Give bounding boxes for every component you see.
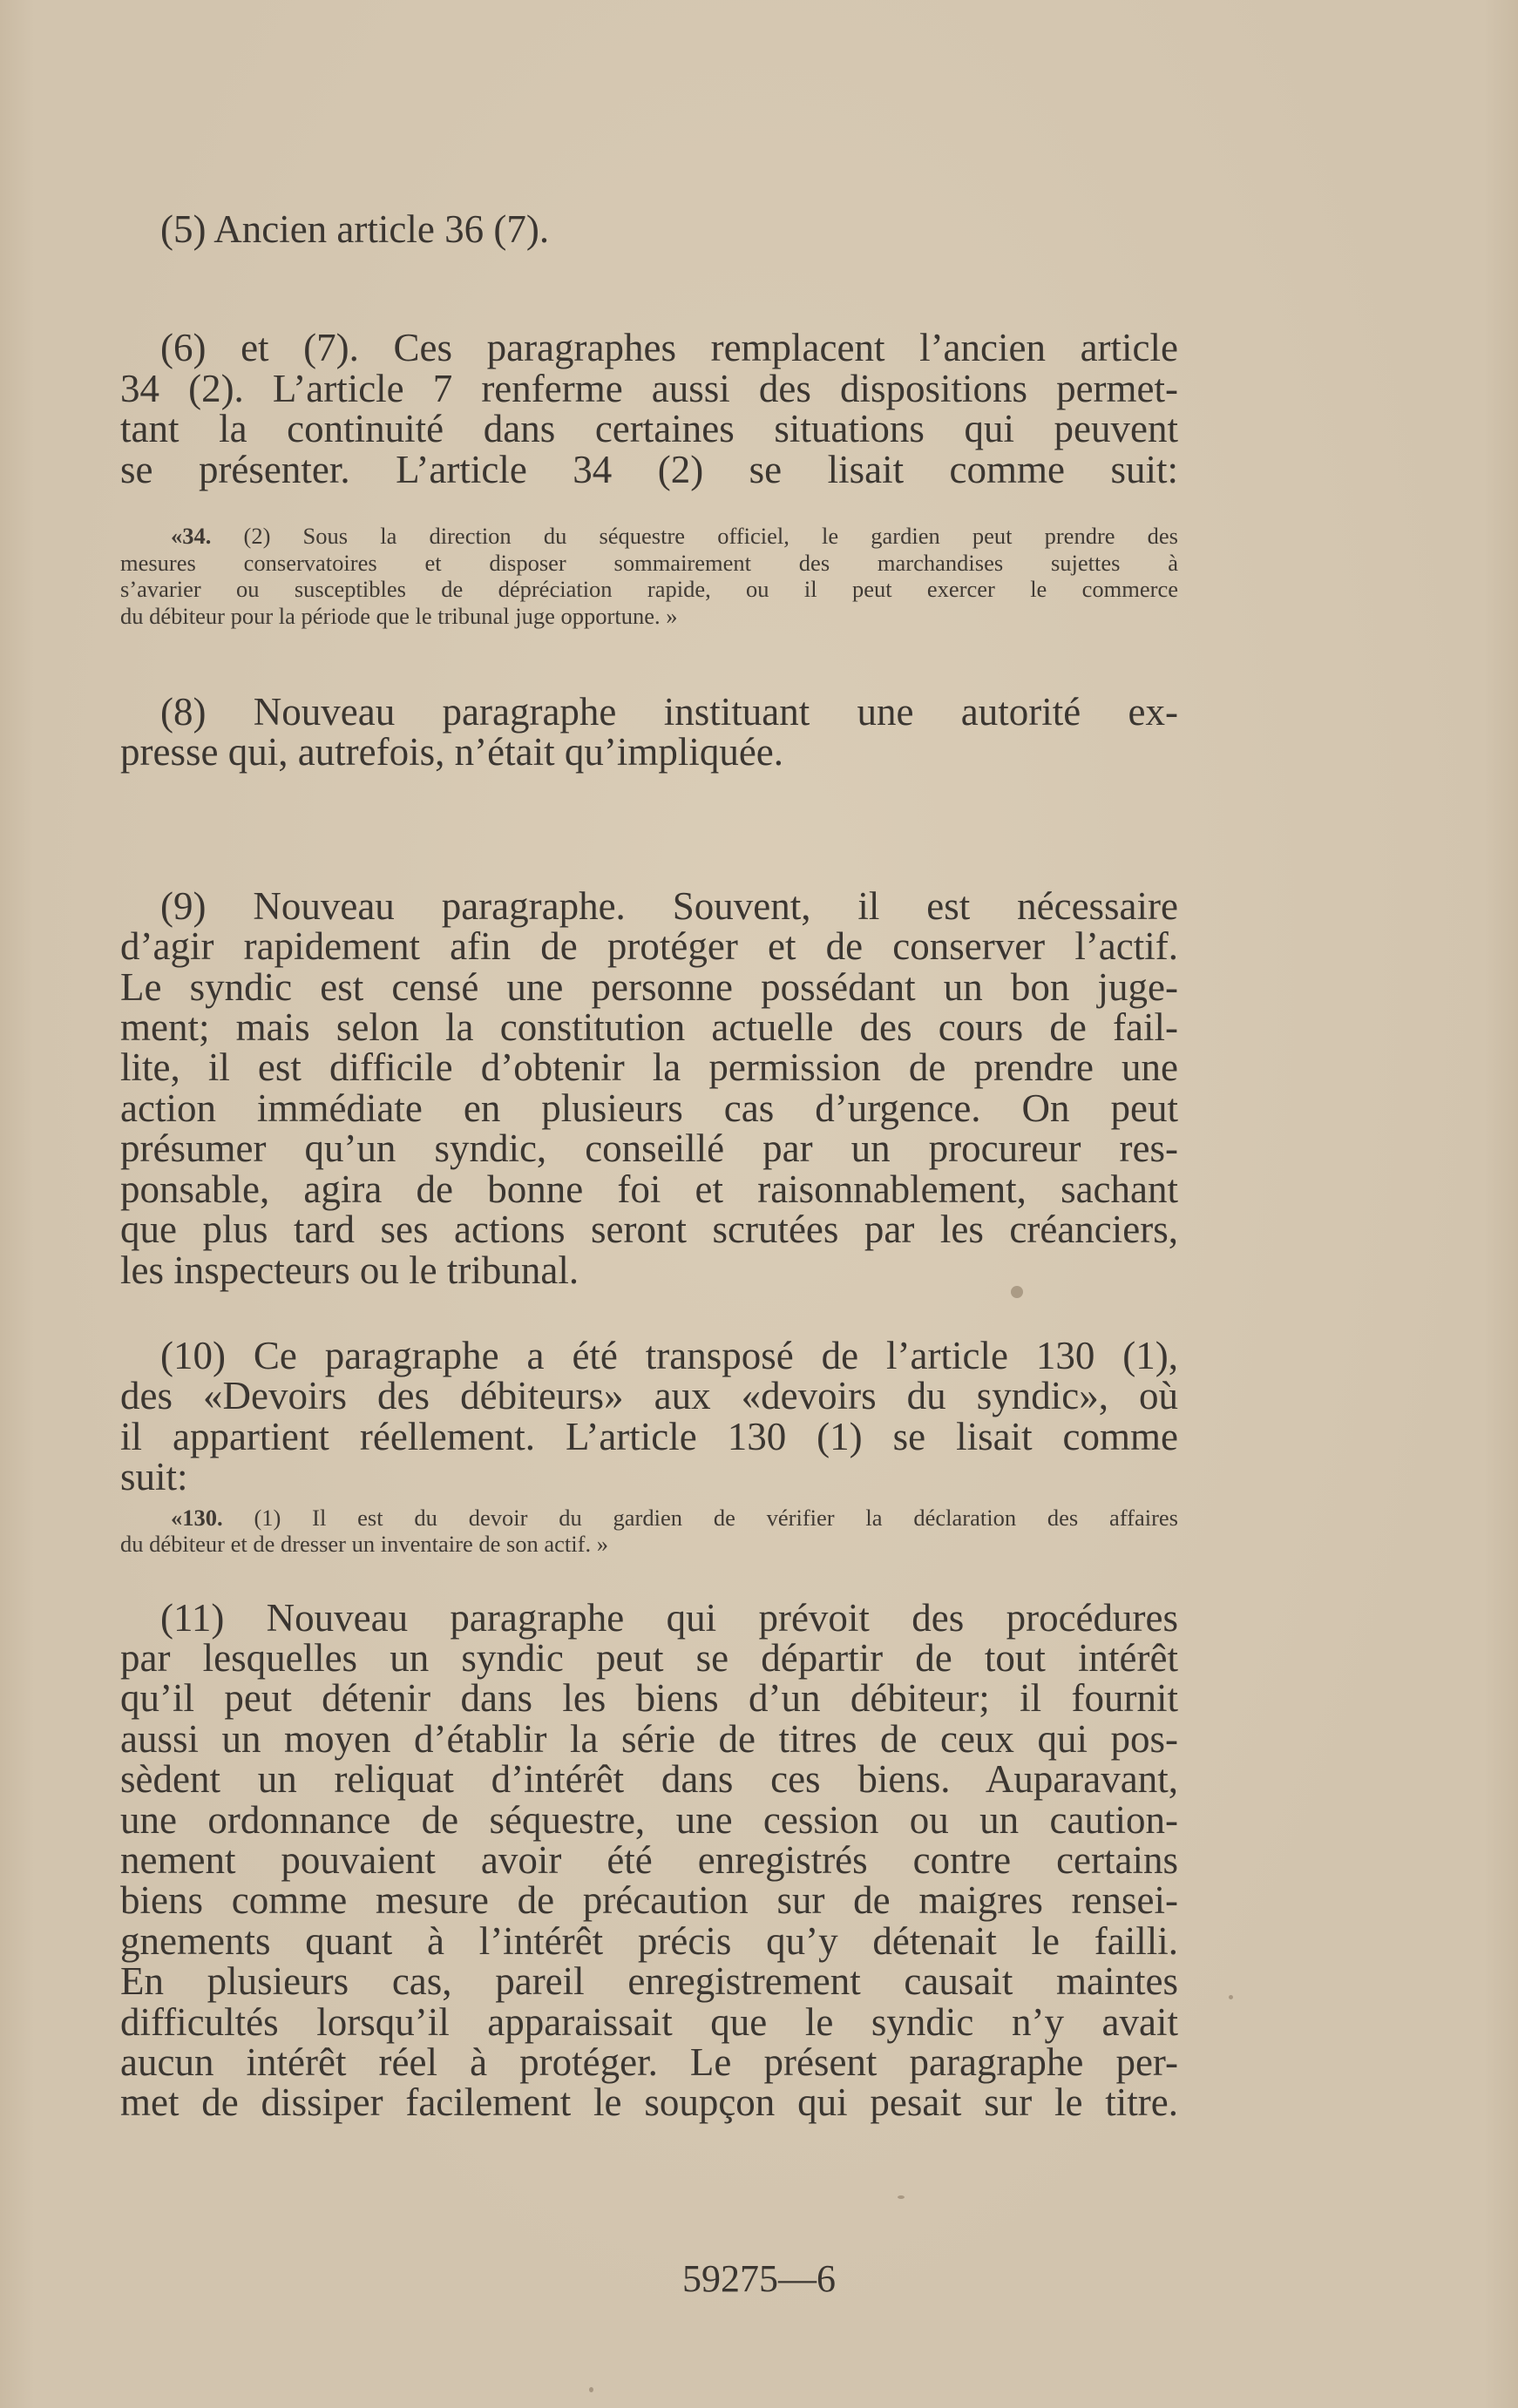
quotation-article-34 — [120, 523, 1178, 629]
text-line: (6) et (7). Ces paragraphes remplacent l’ancien article — [160, 326, 1178, 370]
quotation-article-130 — [120, 1505, 1178, 1558]
text-line: aucun intérêt réel à protéger. Le présent paragraphe per- — [120, 2040, 1178, 2084]
text-line: les inspecteurs ou le tribunal. — [120, 1248, 579, 1292]
quote-article-number: «130. — [171, 1504, 223, 1531]
text-line: biens comme mesure de précaution sur de maigres rensei- — [120, 1878, 1178, 1923]
text-line: sèdent un reliquat d’intérêt dans ces biens. Auparavant, — [120, 1757, 1178, 1802]
text-line: une ordonnance de séquestre, une cession ou un caution- — [120, 1797, 1178, 1842]
quote-line: du débiteur pour la période que le tribunal juge opportune. » — [120, 602, 678, 629]
paper-speck — [589, 2387, 593, 2392]
text-line: des «Devoirs des débiteurs» aux «devoirs du syndic», où — [120, 1374, 1178, 1418]
text-line: (5) Ancien article 36 (7). — [160, 207, 550, 251]
text-line: par lesquelles un syndic peut se départir de tout intérêt — [120, 1635, 1178, 1680]
quote-text: (1) Il est du devoir du gardien de vérifier la déclaration des affaires — [222, 1504, 1178, 1531]
paper-speck — [898, 2195, 905, 2199]
text-line: nement pouvaient avoir été enregistrés contre certains — [120, 1837, 1178, 1882]
text-line: que plus tard ses actions seront scrutées par les créanciers, — [120, 1207, 1178, 1252]
text-line: qu’il peut détenir dans les biens d’un débiteur; il fournit — [120, 1676, 1178, 1721]
text-line: il appartient réellement. L’article 130 (1) se lisait comme — [120, 1414, 1178, 1458]
quote-article-number: «34. — [171, 523, 212, 550]
text-line: aussi un moyen d’établir la série de titres de ceux qui pos- — [120, 1716, 1178, 1761]
paragraph-6-7 — [120, 328, 1178, 490]
text-line: difficultés lorsqu’il apparaissait que le syndic n’y avait — [120, 1999, 1178, 2044]
text-line: met de dissiper facilement le soupçon qui pesait sur le titre. — [120, 2080, 1178, 2125]
quote-line — [120, 1505, 1178, 1532]
text-line: presse qui, autrefois, n’était qu’impliquée. — [120, 730, 784, 774]
text-line: action immédiate en plusieurs cas d’urgence. On peut — [120, 1086, 1178, 1130]
paper-speck — [1229, 1995, 1233, 1999]
text-line: Le syndic est censé une personne possédant un bon juge- — [120, 964, 1178, 1009]
text-line: ment; mais selon la constitution actuelle des cours de fail- — [120, 1005, 1178, 1050]
quote-line — [120, 523, 1178, 550]
text-line: gnements quant à l’intérêt précis qu’y détenait le failli. — [120, 1918, 1178, 1963]
quote-line: du débiteur et de dresser un inventaire de son actif. » — [120, 1531, 608, 1558]
text-line: présumer qu’un syndic, conseillé par un procureur res- — [120, 1126, 1178, 1171]
paragraph-11 — [120, 1595, 1178, 2125]
text-line: (8) Nouveau paragraphe instituant une autorité ex- — [160, 690, 1178, 734]
text-line: ponsable, agira de bonne foi et raisonnablement, sachant — [120, 1167, 1178, 1211]
text-line: 34 (2). L’article 7 renferme aussi des dispositions permet- — [120, 366, 1178, 410]
text-line: (9) Nouveau paragraphe. Souvent, il est nécessaire — [160, 883, 1178, 928]
text-line: se présenter. L’article 34 (2) se lisait comme suit: — [120, 447, 1178, 491]
text-line: suit: — [120, 1455, 188, 1499]
quote-line: mesures conservatoires et disposer sommairement des marchandises sujettes à — [120, 549, 1178, 576]
text-line: tant la continuité dans certaines situations qui peuvent — [120, 407, 1178, 451]
page-body — [120, 209, 1178, 2123]
text-line: (10) Ce paragraphe a été transposé de l’article 130 (1), — [160, 1333, 1178, 1377]
quote-text: (2) Sous la direction du séquestre officiel, le gardien peut prendre des — [211, 523, 1178, 550]
paragraph-9 — [120, 883, 1178, 1292]
paragraph-10 — [120, 1333, 1178, 1499]
text-line: En plusieurs cas, pareil enregistrement causait maintes — [120, 1959, 1178, 2004]
page-code: 59275—6 — [682, 2257, 836, 2300]
text-line: d’agir rapidement afin de protéger et de conserver l’actif. — [120, 924, 1178, 969]
paragraph-8 — [120, 692, 1178, 773]
quote-line: s’avarier ou susceptibles de dépréciation rapide, ou il peut exercer le commerce — [120, 576, 1178, 603]
text-line: (11) Nouveau paragraphe qui prévoit des procédures — [160, 1595, 1178, 1640]
text-line: lite, il est difficile d’obtenir la permission de prendre une — [120, 1045, 1178, 1090]
paper-speck — [1011, 1286, 1023, 1298]
paragraph-5 — [120, 209, 1178, 249]
